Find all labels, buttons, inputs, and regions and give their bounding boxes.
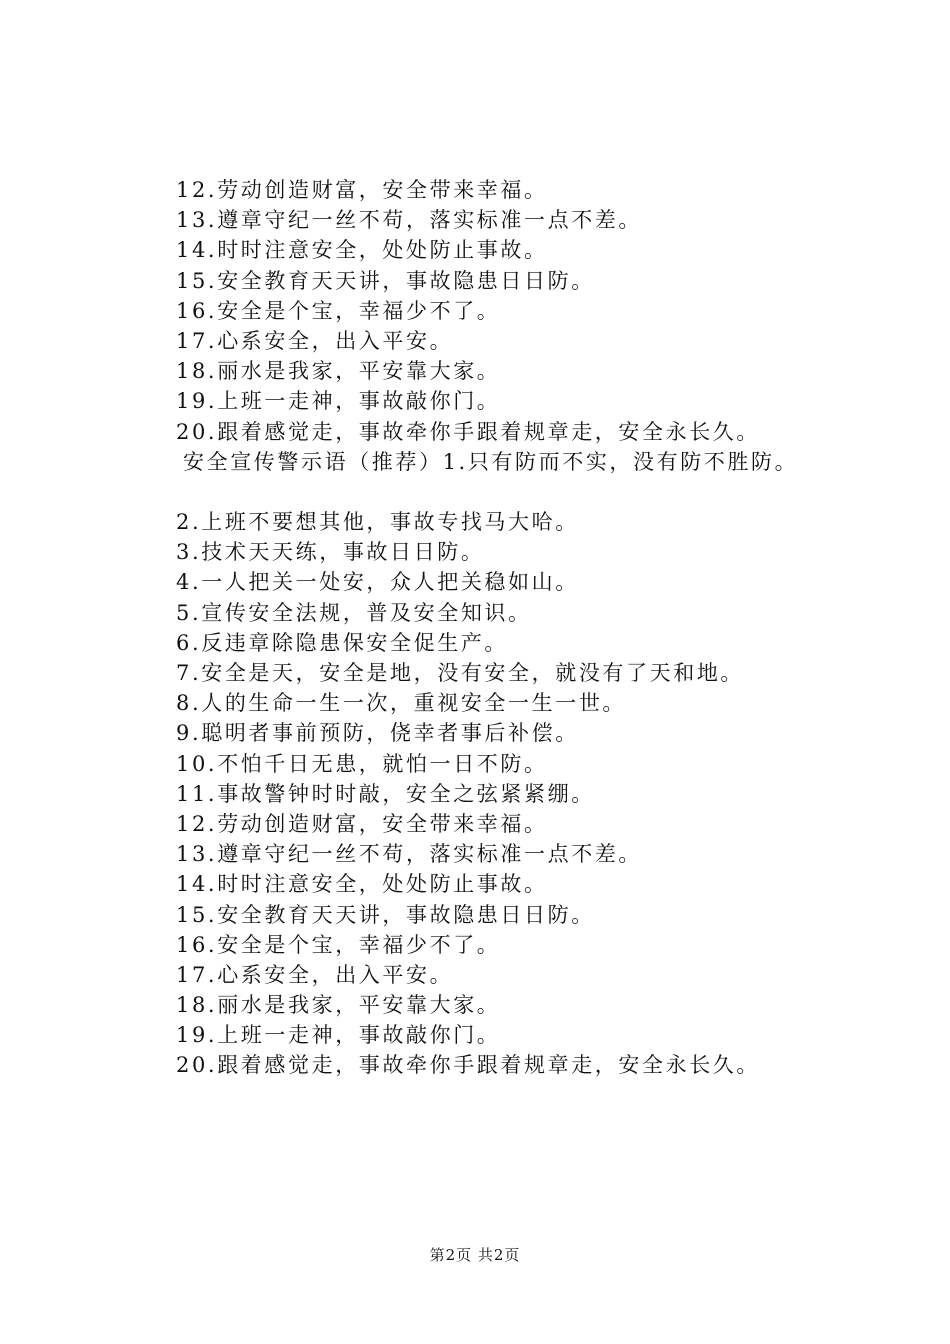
slogan-line: 19.上班一走神，事故敲你门。 [176,389,501,414]
slogan-line: 5.宣传安全法规，普及安全知识。 [176,600,532,625]
slogan-line: 20.跟着感觉走，事故牵你手跟着规章走，安全永长久。 [176,1053,760,1078]
slogan-line: 19.上班一走神，事故敲你门。 [176,1023,501,1048]
slogan-line: 16.安全是个宝，幸福少不了。 [176,298,501,323]
slogan-line: 12.劳动创造财富，安全带来幸福。 [176,178,548,202]
slogan-line: 20.跟着感觉走，事故牵你手跟着规章走，安全永长久。 [176,419,760,444]
slogan-line: 6.反违章除隐患保安全促生产。 [176,630,509,655]
document-body [176,175,916,1081]
slogan-line: 8.人的生命一生一次，重视安全一生一世。 [176,691,627,716]
slogan-line: 18.丽水是我家，平安靠大家。 [176,359,501,384]
slogan-line: 15.安全教育天天讲，事故隐患日日防。 [176,268,595,293]
slogan-line: 2.上班不要想其他，事故专找马大哈。 [176,510,579,535]
slogan-line: 14.时时注意安全，处处防止事故。 [176,238,548,263]
slogan-line: 11.事故警钟时时敲，安全之弦紧紧绷。 [176,781,595,806]
slogan-line: 3.技术天天练，事故日日防。 [176,540,485,565]
slogan-line: 9.聪明者事前预防，侥幸者事后补偿。 [176,721,579,746]
slogan-line: 4.一人把关一处安，众人把关稳如山。 [176,570,579,595]
slogan-line: 10.不怕千日无患，就怕一日不防。 [176,751,548,776]
slogan-line: 16.安全是个宝，幸福少不了。 [176,932,501,957]
section-heading: 安全宣传警示语（推荐）1.只有防而不实，没有防不胜防。 [183,449,799,474]
slogan-line: 13.遵章守纪一丝不苟，落实标准一点不差。 [176,208,642,233]
slogan-line: 15.安全教育天天讲，事故隐患日日防。 [176,902,595,927]
slogan-line: 12.劳动创造财富，安全带来幸福。 [176,811,548,836]
blank-line [176,477,916,507]
slogan-line: 18.丽水是我家，平安靠大家。 [176,993,501,1018]
slogan-line: 13.遵章守纪一丝不苟，落实标准一点不差。 [176,842,642,867]
slogan-line: 17.心系安全，出入平安。 [176,962,454,987]
slogan-line: 14.时时注意安全，处处防止事故。 [176,872,548,897]
slogan-line: 7.安全是天，安全是地，没有安全，就没有了天和地。 [176,661,745,685]
slogan-line: 17.心系安全，出入平安。 [176,328,454,353]
page-footer: 第2页 共2页 [429,1246,521,1264]
